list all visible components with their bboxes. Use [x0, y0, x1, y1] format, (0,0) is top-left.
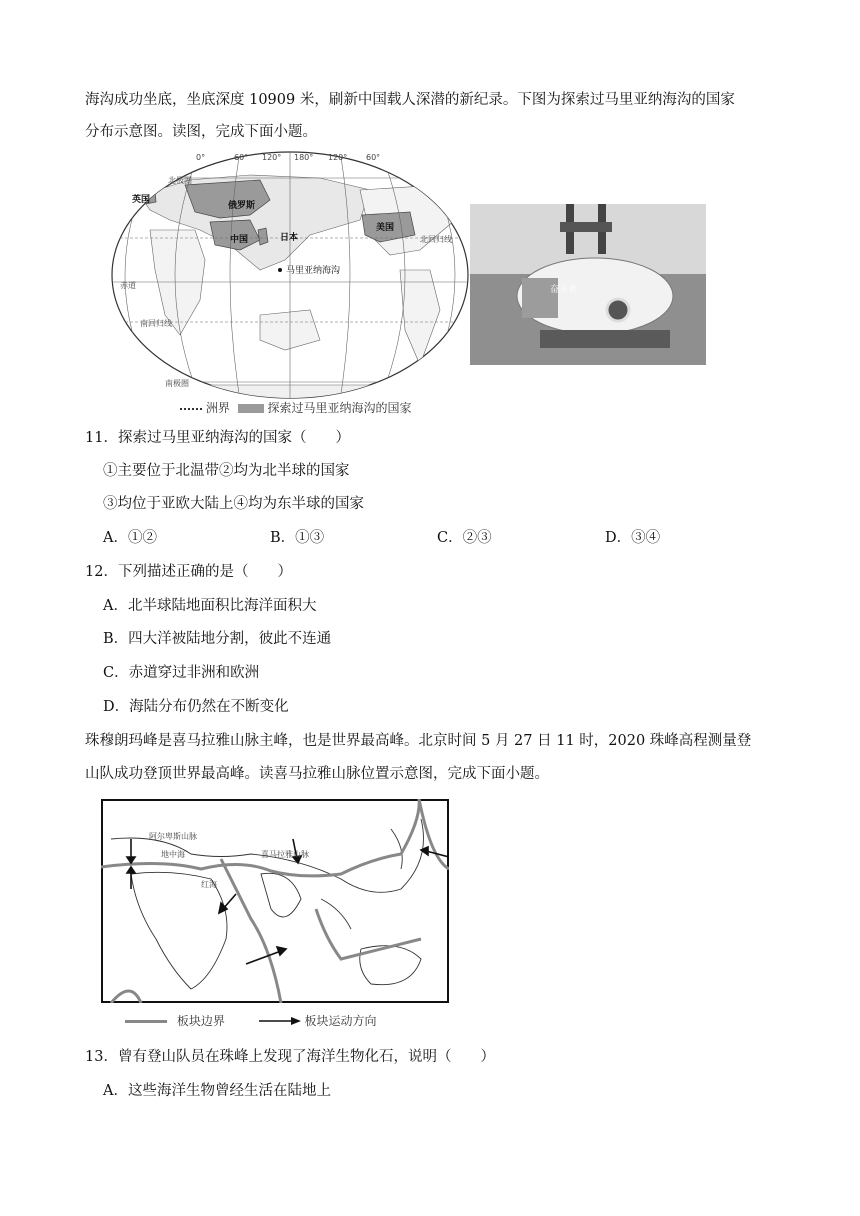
q11-option-d[interactable]: D．③④	[605, 530, 661, 546]
submersible-name: 奋斗者	[550, 285, 578, 295]
country-label: 中国	[230, 235, 249, 245]
lon-label: 60°	[366, 153, 381, 162]
q11-option-a[interactable]: A．①②	[103, 530, 157, 546]
lat-label: 赤道	[120, 281, 136, 290]
submersible-image	[470, 204, 706, 365]
q13-stem: 13．曾有登山队员在珠峰上发现了海洋生物化石，说明（ ）	[85, 1049, 495, 1065]
lon-label: 0°	[196, 153, 206, 162]
red-sea-label: 红海	[201, 880, 217, 889]
lon-label: 60°	[234, 153, 249, 162]
map1-legend	[180, 399, 412, 416]
himalaya-label: 喜马拉雅山脉	[261, 850, 309, 859]
intro-line-2: 分布示意图。读图，完成下面小题。	[85, 124, 317, 140]
lat-label: 北极圈	[168, 176, 192, 185]
q11-stem: 11．探索过马里亚纳海沟的国家（ ）	[85, 430, 350, 446]
q11-option-c[interactable]: C．②③	[437, 530, 492, 546]
trench-dot	[278, 268, 282, 272]
country-label: 美国	[376, 223, 395, 233]
q12-option-c[interactable]: C．赤道穿过非洲和欧洲	[103, 665, 260, 681]
map2-legend	[125, 1012, 377, 1029]
alps-label: 阿尔卑斯山脉	[149, 832, 197, 841]
world-map	[110, 150, 470, 400]
q12-stem: 12．下列描述正确的是（ ）	[85, 564, 292, 580]
legend-boundary-label: 板块边界	[176, 1014, 225, 1028]
japan-shape	[258, 228, 268, 245]
q11-items-2: ③均位于亚欧大陆上④均为东半球的国家	[103, 496, 364, 512]
shaded-swatch-icon	[238, 404, 264, 413]
passage2-line-1: 珠穆朗玛峰是喜马拉雅山脉主峰，也是世界最高峰。北京时间 5 月 27 日 11 时，2020 珠峰高程测量登	[85, 733, 752, 749]
boundary-line-icon	[180, 408, 202, 410]
country-label: 日本	[280, 233, 299, 243]
q12-option-d[interactable]: D．海陆分布仍然在不断变化	[103, 699, 289, 715]
trench-label: 马里亚纳海沟	[286, 266, 341, 276]
q13-option-a[interactable]: A．这些海洋生物曾经生活在陆地上	[103, 1083, 331, 1099]
passage2-line-2: 山队成功登顶世界最高峰。读喜马拉雅山脉位置示意图，完成下面小题。	[85, 766, 549, 782]
legend-boundary-label: 洲界	[205, 401, 230, 415]
country-label: 俄罗斯	[228, 201, 256, 211]
legend-arrow-label: 板块运动方向	[304, 1014, 377, 1028]
lat-label: 南极圈	[165, 379, 189, 388]
q12-option-a[interactable]: A．北半球陆地面积比海洋面积大	[103, 598, 317, 614]
lon-label: 120°	[328, 153, 348, 162]
lat-label: 北回归线	[420, 235, 452, 244]
q11-option-b[interactable]: B．①③	[270, 530, 325, 546]
arrow-right-icon	[259, 1015, 301, 1029]
intro-line-1: 海沟成功坐底，坐底深度 10909 米，刷新中国载人深潜的新纪录。下图为探索过马里亚纳海沟的国家	[85, 92, 735, 108]
country-label: 英国	[132, 195, 151, 205]
lon-label: 120°	[262, 153, 282, 162]
tectonic-map	[101, 799, 449, 1003]
plate-boundary-line-icon	[125, 1020, 167, 1023]
legend-shaded-label: 探索过马里亚纳海沟的国家	[267, 401, 412, 415]
mediterranean-label: 地中海	[161, 850, 185, 859]
lon-label: 180°	[294, 153, 314, 162]
world-map-figure	[110, 150, 470, 400]
tectonic-map-figure	[101, 799, 449, 1003]
q12-option-b[interactable]: B．四大洋被陆地分割，彼此不连通	[103, 631, 332, 647]
lat-label: 南回归线	[140, 319, 172, 328]
q11-items-1: ①主要位于北温带②均为北半球的国家	[103, 463, 350, 479]
submersible-photo	[470, 204, 706, 365]
